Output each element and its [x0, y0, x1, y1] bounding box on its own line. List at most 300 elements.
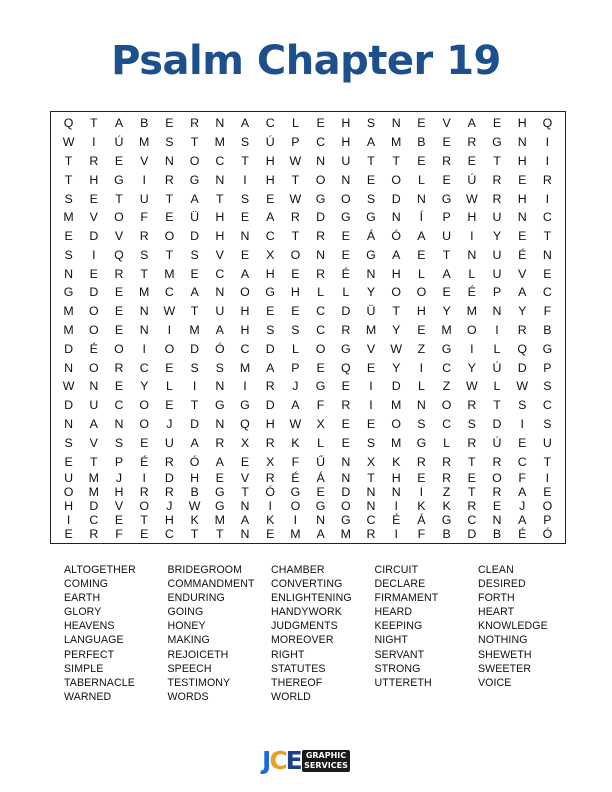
- grid-letter: E: [64, 229, 73, 244]
- grid-letter: É: [518, 247, 527, 262]
- grid-letter: H: [89, 172, 99, 187]
- grid-letter: U: [89, 398, 99, 413]
- grid-letter: J: [166, 417, 173, 432]
- word-search-grid: [56, 114, 560, 541]
- word-bank-item: CLEAN: [478, 564, 514, 576]
- grid-letter: S: [417, 417, 426, 432]
- grid-letter: P: [291, 135, 300, 150]
- grid-letter: G: [340, 210, 351, 225]
- grid-letter: L: [317, 435, 325, 450]
- grid-letter: E: [266, 304, 275, 319]
- grid-letter: N: [114, 417, 124, 432]
- grid-letter: S: [64, 435, 73, 450]
- grid-letter: Z: [442, 485, 451, 499]
- grid-letter: E: [291, 304, 300, 319]
- grid-letter: N: [517, 210, 527, 225]
- logo-letter-e: E: [285, 746, 301, 775]
- grid-letter: O: [466, 323, 477, 338]
- grid-letter: O: [391, 285, 402, 300]
- word-bank-item: REJOICETH: [167, 648, 229, 661]
- grid-letter: S: [64, 191, 73, 206]
- grid-letter: R: [164, 172, 174, 187]
- grid-letter: G: [265, 285, 276, 300]
- grid-letter: X: [266, 454, 275, 469]
- grid-letter: K: [392, 454, 401, 469]
- grid-letter: S: [215, 360, 224, 375]
- grid-letter: O: [88, 323, 99, 338]
- grid-letter: R: [316, 229, 326, 244]
- grid-letter: E: [467, 153, 476, 168]
- grid-letter: Y: [492, 229, 502, 244]
- grid-letter: O: [391, 417, 402, 432]
- word-bank-item: ENDURING: [167, 592, 225, 605]
- grid-letter: S: [240, 191, 250, 206]
- grid-letter: H: [240, 304, 250, 319]
- word-bank-item: STATUTES: [271, 662, 326, 675]
- grid-letter: N: [240, 527, 250, 541]
- grid-letter: T: [543, 454, 552, 469]
- logo-letters: [262, 746, 301, 776]
- word-bank-item: HEART: [478, 606, 515, 619]
- grid-letter: V: [518, 266, 527, 281]
- grid-letter: V: [366, 341, 376, 356]
- word-bank-item: HANDYWORK: [271, 606, 342, 619]
- word-bank-item: HEARD: [374, 606, 413, 619]
- grid-letter: O: [315, 172, 326, 187]
- grid-letter: G: [214, 398, 225, 413]
- grid-letter: O: [114, 341, 124, 356]
- grid-letter: M: [391, 435, 402, 450]
- grid-letter: O: [340, 499, 351, 513]
- grid-letter: C: [467, 513, 477, 527]
- grid-letter: A: [467, 116, 476, 131]
- grid-letter: D: [164, 471, 174, 485]
- grid-letter: H: [391, 471, 401, 485]
- grid-letter: O: [189, 153, 200, 168]
- grid-letter: K: [291, 435, 300, 450]
- grid-letter: M: [63, 323, 74, 338]
- grid-letter: H: [391, 266, 401, 281]
- grid-letter: Ó: [542, 527, 553, 541]
- grid-letter: T: [392, 153, 400, 168]
- grid-letter: E: [543, 266, 552, 281]
- grid-letter: M: [63, 304, 74, 319]
- grid-letter: I: [545, 135, 550, 150]
- grid-letter: D: [341, 304, 351, 319]
- grid-letter: W: [390, 341, 403, 356]
- grid-letter: A: [240, 116, 250, 131]
- grid-letter: I: [167, 323, 172, 338]
- grid-letter: N: [416, 191, 426, 206]
- grid-letter: G: [189, 172, 200, 187]
- grid-letter: R: [341, 398, 351, 413]
- grid-letter: T: [190, 135, 199, 150]
- word-bank-item: DECLARE: [374, 578, 426, 591]
- grid-letter: B: [417, 135, 426, 150]
- grid-letter: R: [316, 266, 326, 281]
- grid-letter: A: [215, 454, 224, 469]
- grid-letter: S: [140, 247, 149, 262]
- grid-letter: R: [89, 527, 99, 541]
- grid-letter: B: [190, 485, 199, 499]
- grid-letter: G: [63, 285, 74, 300]
- grid-letter: F: [543, 304, 552, 319]
- grid-letter: R: [139, 485, 149, 499]
- grid-letter: M: [63, 210, 74, 225]
- grid-letter: D: [89, 285, 99, 300]
- grid-letter: O: [391, 172, 402, 187]
- grid-letter: H: [341, 135, 351, 150]
- grid-letter: R: [416, 454, 426, 469]
- grid-letter: C: [215, 153, 225, 168]
- grid-letter: H: [240, 323, 250, 338]
- grid-letter: N: [64, 360, 74, 375]
- word-bank-item: THEREOF: [271, 676, 323, 689]
- grid-letter: C: [215, 266, 225, 281]
- grid-letter: H: [265, 153, 275, 168]
- grid-letter: N: [492, 513, 502, 527]
- grid-letter: E: [190, 266, 199, 281]
- grid-letter: W: [188, 499, 201, 513]
- grid-letter: Q: [542, 116, 553, 131]
- grid-letter: H: [341, 116, 351, 131]
- grid-letter: G: [340, 341, 351, 356]
- grid-letter: R: [190, 116, 200, 131]
- word-bank-item: KNOWLEDGE: [478, 620, 548, 633]
- grid-letter: R: [215, 435, 225, 450]
- grid-letter: M: [365, 323, 377, 338]
- grid-letter: G: [492, 135, 502, 150]
- grid-letter: P: [543, 360, 552, 375]
- grid-letter: O: [88, 304, 99, 319]
- grid-letter: T: [64, 153, 73, 168]
- grid-letter: V: [114, 229, 124, 244]
- word-bank-item: WORLD: [271, 690, 311, 703]
- logo-letter-j: J: [262, 746, 270, 775]
- grid-letter: E: [316, 116, 325, 131]
- word-bank-item: FIRMAMENT: [374, 592, 439, 605]
- grid-letter: E: [114, 304, 124, 319]
- grid-letter: L: [165, 379, 173, 394]
- grid-letter: X: [316, 417, 325, 432]
- grid-letter: S: [64, 247, 73, 262]
- grid-letter: E: [165, 360, 174, 375]
- grid-letter: M: [164, 266, 175, 281]
- grid-letter: D: [190, 417, 200, 432]
- grid-letter: U: [492, 210, 502, 225]
- grid-letter: E: [240, 247, 250, 262]
- grid-letter: H: [114, 485, 124, 499]
- grid-letter: W: [465, 191, 478, 206]
- grid-letter: M: [88, 485, 99, 499]
- grid-letter: Y: [366, 285, 376, 300]
- grid-letter: D: [89, 499, 99, 513]
- grid-letter: E: [64, 527, 73, 541]
- grid-letter: A: [190, 285, 199, 300]
- grid-letter: L: [417, 172, 425, 187]
- word-bank-item: CHAMBER: [271, 564, 325, 576]
- grid-letter: H: [467, 210, 477, 225]
- grid-letter: C: [316, 323, 326, 338]
- grid-letter: E: [114, 285, 124, 300]
- word-bank-item: NOTHING: [478, 634, 528, 647]
- grid-letter: V: [114, 499, 124, 513]
- grid-letter: R: [442, 153, 452, 168]
- grid-letter: H: [517, 191, 527, 206]
- grid-letter: C: [442, 417, 452, 432]
- grid-letter: C: [89, 513, 99, 527]
- grid-letter: O: [290, 247, 301, 262]
- grid-letter: N: [316, 513, 326, 527]
- grid-letter: R: [265, 379, 275, 394]
- grid-letter: O: [164, 341, 175, 356]
- grid-letter: X: [366, 454, 376, 469]
- logo-subtitle: [302, 750, 350, 772]
- grid-letter: R: [442, 471, 452, 485]
- grid-letter: H: [190, 471, 200, 485]
- grid-letter: S: [543, 417, 552, 432]
- grid-letter: R: [366, 527, 376, 541]
- grid-letter: H: [517, 153, 527, 168]
- grid-letter: D: [492, 417, 502, 432]
- word-bank-item: DESIRED: [478, 578, 526, 591]
- grid-letter: E: [165, 116, 174, 131]
- word-bank-item: GLORY: [64, 606, 102, 619]
- grid-letter: N: [341, 471, 351, 485]
- grid-letter: I: [142, 341, 146, 356]
- grid-letter: T: [216, 191, 224, 206]
- grid-letter: P: [492, 285, 502, 300]
- grid-letter: N: [64, 417, 74, 432]
- grid-letter: G: [441, 341, 452, 356]
- grid-letter: I: [92, 247, 96, 262]
- grid-letter: R: [265, 471, 275, 485]
- grid-letter: T: [291, 229, 300, 244]
- grid-letter: A: [89, 417, 98, 432]
- grid-letter: I: [243, 172, 247, 187]
- grid-letter: G: [315, 191, 326, 206]
- grid-letter: H: [265, 417, 275, 432]
- word-bank-item: ALTOGETHER: [64, 564, 136, 576]
- grid-letter: N: [517, 135, 527, 150]
- word-bank-item: WARNED: [64, 690, 112, 703]
- grid-letter: Ó: [189, 454, 200, 469]
- word-bank-item: ENLIGHTENING: [271, 592, 352, 605]
- grid-letter: E: [341, 247, 350, 262]
- grid-letter: G: [366, 210, 376, 225]
- grid-letter: L: [417, 266, 425, 281]
- grid-letter: U: [542, 435, 552, 450]
- grid-letter: Q: [340, 360, 351, 375]
- grid-letter: E: [316, 360, 325, 375]
- grid-letter: G: [114, 172, 124, 187]
- grid-letter: A: [114, 116, 124, 131]
- grid-letter: H: [416, 304, 426, 319]
- grid-letter: V: [89, 435, 98, 450]
- grid-letter: E: [442, 172, 451, 187]
- grid-letter: M: [466, 304, 477, 319]
- grid-letter: R: [467, 499, 477, 513]
- grid-letter: R: [290, 210, 300, 225]
- grid-letter: E: [114, 153, 124, 168]
- grid-letter: N: [215, 172, 225, 187]
- grid-letter: M: [340, 527, 351, 541]
- grid-letter: E: [89, 266, 98, 281]
- grid-letter: N: [89, 379, 99, 394]
- grid-letter: Á: [417, 513, 426, 527]
- grid-letter: S: [165, 135, 174, 150]
- grid-letter: A: [190, 435, 199, 450]
- grid-letter: Á: [316, 471, 325, 485]
- grid-letter: O: [139, 398, 150, 413]
- grid-letter: T: [140, 266, 148, 281]
- grid-letter: T: [190, 398, 199, 413]
- page-title: Psalm Chapter 19: [111, 38, 501, 84]
- grid-letter: F: [291, 454, 300, 469]
- word-bank-item: CIRCUIT: [374, 564, 419, 576]
- grid-letter: U: [341, 153, 351, 168]
- grid-letter: E: [165, 398, 174, 413]
- grid-letter: R: [164, 454, 174, 469]
- grid-letter: M: [139, 135, 150, 150]
- grid-letter: R: [265, 435, 275, 450]
- grid-letter: H: [265, 266, 275, 281]
- grid-letter: W: [62, 135, 75, 150]
- grid-letter: J: [519, 499, 526, 513]
- logo-line-2: SERVICES: [304, 761, 348, 770]
- grid-letter: S: [240, 135, 250, 150]
- grid-letter: Y: [518, 304, 527, 319]
- grid-letter: E: [114, 379, 124, 394]
- grid-letter: N: [64, 266, 74, 281]
- grid-letter: T: [367, 153, 375, 168]
- grid-letter: T: [392, 304, 400, 319]
- grid-letter: Q: [114, 247, 124, 262]
- grid-letter: N: [391, 210, 401, 225]
- grid-letter: D: [89, 229, 99, 244]
- grid-letter: U: [215, 304, 225, 319]
- grid-letter: E: [442, 135, 451, 150]
- grid-letter: G: [416, 435, 427, 450]
- grid-letter: D: [265, 341, 275, 356]
- grid-letter: C: [542, 398, 552, 413]
- grid-letter: G: [441, 513, 452, 527]
- grid-letter: E: [266, 191, 275, 206]
- grid-letter: M: [214, 135, 225, 150]
- grid-letter: R: [492, 454, 502, 469]
- grid-letter: E: [492, 116, 502, 131]
- grid-letter: R: [114, 266, 124, 281]
- grid-letter: T: [165, 247, 174, 262]
- grid-letter: O: [114, 210, 124, 225]
- grid-letter: I: [394, 499, 398, 513]
- logo-line-1: GRAPHIC: [305, 751, 347, 760]
- grid-letter: I: [394, 527, 398, 541]
- grid-letter: P: [291, 360, 300, 375]
- grid-letter: L: [417, 379, 425, 394]
- grid-letter: A: [392, 247, 401, 262]
- word-bank-item: TESTIMONY: [167, 676, 231, 689]
- grid-letter: A: [291, 398, 300, 413]
- grid-letter: L: [493, 379, 501, 394]
- word-bank-item: COMING: [64, 578, 109, 591]
- grid-letter: Ó: [214, 341, 225, 356]
- grid-letter: Ű: [316, 454, 326, 469]
- grid-letter: U: [139, 191, 149, 206]
- grid-letter: T: [543, 229, 552, 244]
- grid-letter: S: [467, 417, 476, 432]
- grid-letter: R: [467, 435, 477, 450]
- grid-letter: A: [240, 513, 250, 527]
- grid-letter: C: [316, 304, 326, 319]
- grid-letter: Y: [392, 360, 401, 375]
- word-bank-item: FORTH: [478, 592, 515, 605]
- grid-letter: E: [215, 471, 224, 485]
- grid-letter: A: [266, 210, 275, 225]
- grid-letter: I: [66, 513, 71, 527]
- grid-letter: Ú: [467, 172, 477, 187]
- grid-letter: W: [163, 304, 176, 319]
- grid-letter: R: [89, 153, 99, 168]
- grid-letter: B: [492, 527, 502, 541]
- grid-letter: D: [467, 527, 477, 541]
- grid-letter: P: [114, 454, 124, 469]
- grid-letter: D: [316, 210, 326, 225]
- grid-letter: Í: [419, 210, 424, 225]
- grid-letter: C: [240, 341, 250, 356]
- grid-letter: A: [417, 229, 426, 244]
- grid-letter: T: [367, 471, 375, 485]
- grid-letter: E: [417, 116, 426, 131]
- grid-letter: I: [470, 229, 474, 244]
- grid-letter: M: [391, 398, 402, 413]
- word-bank-item: SPEECH: [167, 662, 212, 675]
- grid-letter: Z: [417, 341, 426, 356]
- grid-letter: M: [290, 527, 301, 541]
- grid-letter: W: [289, 191, 302, 206]
- grid-letter: E: [366, 360, 376, 375]
- grid-letter: L: [443, 435, 451, 450]
- word-search-grid-frame: [50, 111, 566, 544]
- grid-letter: Ú: [265, 135, 275, 150]
- grid-letter: S: [114, 435, 124, 450]
- grid-letter: T: [64, 172, 73, 187]
- grid-letter: I: [470, 341, 474, 356]
- grid-letter: N: [341, 172, 351, 187]
- grid-letter: I: [545, 153, 550, 168]
- grid-letter: E: [417, 153, 426, 168]
- grid-letter: N: [416, 398, 426, 413]
- grid-letter: Ú: [492, 435, 502, 450]
- grid-letter: W: [465, 379, 478, 394]
- grid-letter: R: [467, 398, 477, 413]
- grid-letter: U: [442, 229, 452, 244]
- grid-letter: N: [391, 116, 401, 131]
- grid-letter: M: [139, 285, 150, 300]
- grid-letter: R: [114, 360, 124, 375]
- word-bank-item: UTTERETH: [374, 676, 432, 689]
- grid-letter: T: [190, 527, 199, 541]
- grid-letter: C: [316, 135, 326, 150]
- grid-letter: S: [291, 323, 300, 338]
- grid-letter: L: [317, 285, 325, 300]
- grid-letter: G: [366, 247, 376, 262]
- grid-letter: G: [214, 499, 225, 513]
- grid-letter: H: [265, 172, 275, 187]
- grid-letter: E: [518, 435, 527, 450]
- grid-letter: P: [543, 513, 552, 527]
- grid-letter: G: [240, 398, 250, 413]
